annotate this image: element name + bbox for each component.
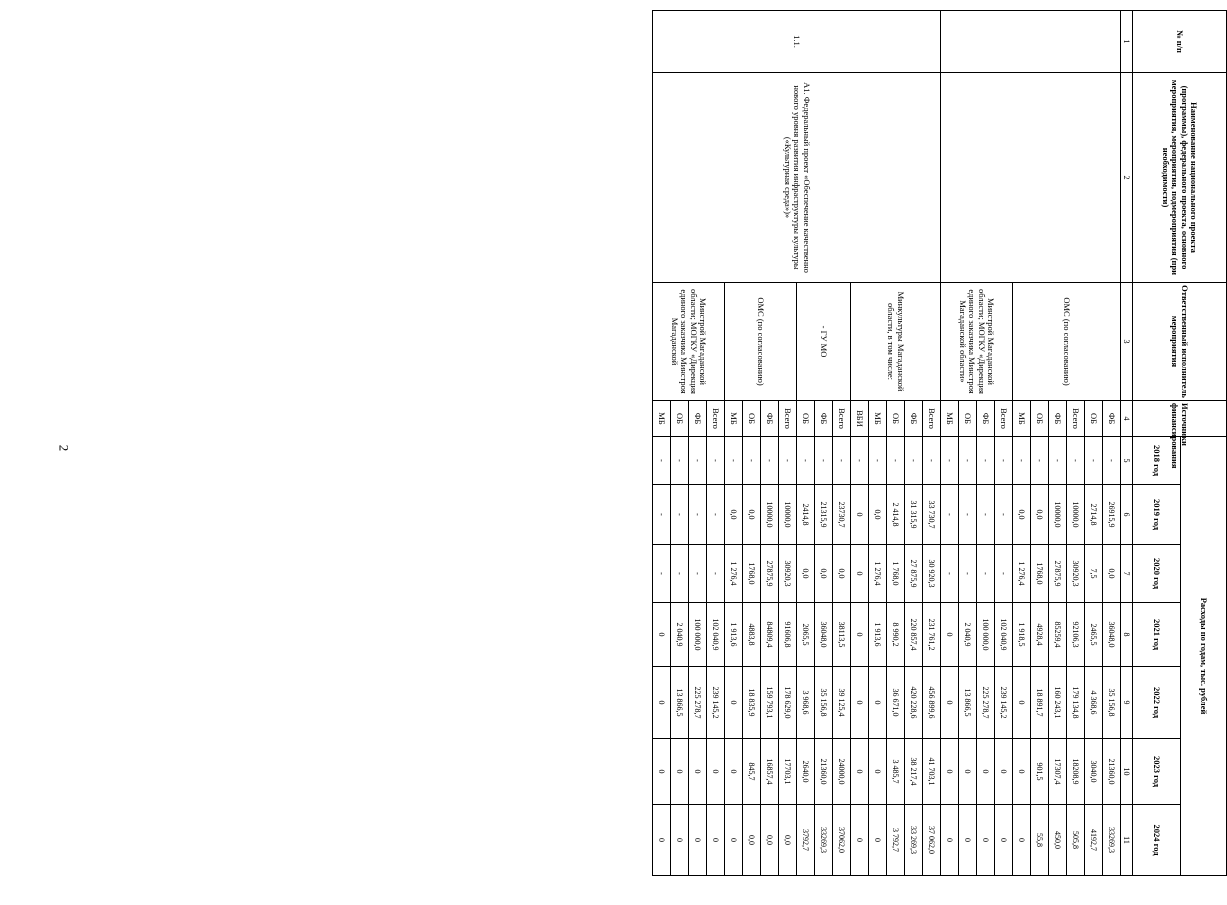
value-cell: 505,8 — [1067, 805, 1085, 876]
value-cell: - — [1013, 437, 1031, 485]
value-cell: - — [671, 485, 689, 545]
table-row — [923, 11, 941, 876]
value-cell: 100 000,0 — [689, 603, 707, 667]
value-cell: 18 891,7 — [1031, 667, 1049, 739]
value-cell: - — [725, 437, 743, 485]
value-cell: 13 866,5 — [959, 667, 977, 739]
source-cell: ОБ — [887, 401, 905, 437]
column-index-cell: 3 — [1121, 283, 1133, 401]
row-name — [941, 73, 1121, 283]
value-cell: 10000,0 — [761, 485, 779, 545]
source-cell: ОБ — [743, 401, 761, 437]
value-cell: 160 243,1 — [1049, 667, 1067, 739]
value-cell: 0,0 — [797, 545, 815, 603]
value-cell: 100 000,0 — [977, 603, 995, 667]
value-cell: 0 — [725, 805, 743, 876]
value-cell: 21360,0 — [1103, 739, 1121, 805]
column-index-cell: 10 — [1121, 739, 1133, 805]
value-cell: 2 040,9 — [959, 603, 977, 667]
value-cell: 30 920,3 — [923, 545, 941, 603]
value-cell: 18 835,9 — [743, 667, 761, 739]
source-cell: ФБ — [1103, 401, 1121, 437]
value-cell: 37062,0 — [833, 805, 851, 876]
value-cell: 38 217,4 — [905, 739, 923, 805]
value-cell: 0 — [725, 739, 743, 805]
value-cell: 23730,7 — [833, 485, 851, 545]
value-cell: 33269,3 — [1103, 805, 1121, 876]
value-cell: 0 — [653, 603, 671, 667]
value-cell: 33 730,7 — [923, 485, 941, 545]
value-cell: 0 — [671, 805, 689, 876]
value-cell: 178 629,0 — [779, 667, 797, 739]
value-cell: 4928,4 — [1031, 603, 1049, 667]
value-cell: 16857,4 — [761, 739, 779, 805]
value-cell: 92106,3 — [1067, 603, 1085, 667]
header-year: 2021 год — [1133, 603, 1181, 667]
value-cell: 0 — [851, 739, 869, 805]
column-index-cell: 1 — [1121, 11, 1133, 73]
value-cell: - — [689, 545, 707, 603]
value-cell: 30920,3 — [1067, 545, 1085, 603]
value-cell: 0 — [689, 805, 707, 876]
value-cell: 35 156,8 — [815, 667, 833, 739]
executor-cell: Минстрой Магаданской области; МОГКУ «Дирекция единого заказчика Минстроя Магаданской — [653, 283, 725, 401]
value-cell: 2414,8 — [797, 485, 815, 545]
value-cell: 239 145,2 — [995, 667, 1013, 739]
source-cell: МБ — [1013, 401, 1031, 437]
value-cell: 55,8 — [1031, 805, 1049, 876]
value-cell: - — [959, 437, 977, 485]
row-number — [941, 11, 1121, 73]
value-cell: 33 269,3 — [905, 805, 923, 876]
value-cell: 0 — [851, 545, 869, 603]
value-cell: 179 134,8 — [1067, 667, 1085, 739]
value-cell: - — [779, 437, 797, 485]
row-number: 1.1. — [653, 11, 941, 73]
value-cell: - — [653, 545, 671, 603]
source-cell: Всего — [833, 401, 851, 437]
value-cell: 10000,0 — [1049, 485, 1067, 545]
value-cell: 0 — [707, 805, 725, 876]
value-cell: 27875,9 — [761, 545, 779, 603]
value-cell: 2640,0 — [797, 739, 815, 805]
value-cell: 0 — [653, 805, 671, 876]
value-cell: - — [797, 437, 815, 485]
value-cell: 0 — [941, 603, 959, 667]
value-cell: 220 857,4 — [905, 603, 923, 667]
value-cell: 21315,9 — [815, 485, 833, 545]
value-cell: 0 — [959, 805, 977, 876]
value-cell: 31 315,9 — [905, 485, 923, 545]
value-cell: 0 — [941, 739, 959, 805]
value-cell: 1 276,4 — [1013, 545, 1031, 603]
value-cell: 8 990,2 — [887, 603, 905, 667]
value-cell: 3040,0 — [1085, 739, 1103, 805]
value-cell: - — [995, 485, 1013, 545]
value-cell: 0 — [869, 805, 887, 876]
value-cell: 0 — [977, 805, 995, 876]
value-cell: - — [707, 485, 725, 545]
budget-table — [652, 10, 1227, 876]
value-cell: - — [941, 437, 959, 485]
value-cell: 17307,4 — [1049, 739, 1067, 805]
value-cell: - — [707, 545, 725, 603]
value-cell: 0 — [941, 805, 959, 876]
value-cell: 3 968,6 — [797, 667, 815, 739]
header-year: 2022 год — [1133, 667, 1181, 739]
executor-cell: Минкультуры Магаданской области, в том числе: — [851, 283, 941, 401]
column-index-cell: 5 — [1121, 437, 1133, 485]
value-cell: 10000,0 — [1067, 485, 1085, 545]
value-cell: 0,0 — [761, 805, 779, 876]
source-cell: ФБ — [761, 401, 779, 437]
value-cell: - — [671, 545, 689, 603]
column-index-cell: 11 — [1121, 805, 1133, 876]
value-cell: 1 913,6 — [725, 603, 743, 667]
value-cell: 0,0 — [1013, 485, 1031, 545]
value-cell: 39 125,4 — [833, 667, 851, 739]
value-cell: 26915,9 — [1103, 485, 1121, 545]
column-index-cell: 6 — [1121, 485, 1133, 545]
value-cell: 13 866,5 — [671, 667, 689, 739]
value-cell: 901,5 — [1031, 739, 1049, 805]
value-cell: - — [653, 485, 671, 545]
value-cell: 33269,3 — [815, 805, 833, 876]
value-cell: 21360,0 — [815, 739, 833, 805]
value-cell: - — [977, 437, 995, 485]
value-cell: 0 — [1013, 667, 1031, 739]
source-cell: МБ — [869, 401, 887, 437]
value-cell: 2465,5 — [1085, 603, 1103, 667]
value-cell: 18208,9 — [1067, 739, 1085, 805]
value-cell: - — [671, 437, 689, 485]
value-cell: - — [941, 485, 959, 545]
value-cell: 91606,8 — [779, 603, 797, 667]
value-cell: 7,5 — [1085, 545, 1103, 603]
column-index-cell: 4 — [1121, 401, 1133, 437]
source-cell: Всего — [779, 401, 797, 437]
value-cell: 0,0 — [743, 805, 761, 876]
value-cell: - — [923, 437, 941, 485]
value-cell: 1768,0 — [1031, 545, 1049, 603]
value-cell: 845,7 — [743, 739, 761, 805]
value-cell: 24000,0 — [833, 739, 851, 805]
value-cell: - — [707, 437, 725, 485]
value-cell: 0 — [977, 739, 995, 805]
value-cell: 0,0 — [833, 545, 851, 603]
value-cell: - — [959, 485, 977, 545]
column-index-cell: 7 — [1121, 545, 1133, 603]
value-cell: 450,0 — [1049, 805, 1067, 876]
value-cell: 27875,9 — [1049, 545, 1067, 603]
header-year: 2023 год — [1133, 739, 1181, 805]
value-cell: 36 671,0 — [887, 667, 905, 739]
value-cell: - — [959, 545, 977, 603]
value-cell: 0 — [1013, 739, 1031, 805]
value-cell: 0,0 — [779, 805, 797, 876]
value-cell: - — [1031, 437, 1049, 485]
source-cell: Всего — [707, 401, 725, 437]
column-index-cell: 9 — [1121, 667, 1133, 739]
value-cell: 1 768,0 — [887, 545, 905, 603]
value-cell: 36048,0 — [1103, 603, 1121, 667]
header-source: Источники финансирования — [1133, 401, 1227, 437]
source-cell: ФБ — [1049, 401, 1067, 437]
column-index-row — [1121, 11, 1133, 876]
value-cell: 231 761,2 — [923, 603, 941, 667]
executor-cell: Минстрой Магаданской области; МОГКУ «Дирекция единого заказчика Минстроя Магаданской области» — [941, 283, 1013, 401]
page-number: 2 — [56, 444, 72, 452]
source-cell: Всего — [923, 401, 941, 437]
value-cell: 225 278,7 — [689, 667, 707, 739]
value-cell: 4 368,6 — [1085, 667, 1103, 739]
header-year: 2018 год — [1133, 437, 1181, 485]
value-cell: 4192,7 — [1085, 805, 1103, 876]
value-cell: - — [977, 485, 995, 545]
header-year: 2020 год — [1133, 545, 1181, 603]
source-cell: МБ — [725, 401, 743, 437]
value-cell: 0,0 — [1031, 485, 1049, 545]
source-cell: Всего — [995, 401, 1013, 437]
value-cell: - — [851, 437, 869, 485]
executor-cell: ОМС (по согласованию) — [725, 283, 797, 401]
value-cell: 27 875,9 — [905, 545, 923, 603]
source-cell: ОБ — [959, 401, 977, 437]
executor-cell: ОМС (по согласованию) — [1013, 283, 1121, 401]
value-cell: - — [833, 437, 851, 485]
value-cell: 0,0 — [1103, 545, 1121, 603]
value-cell: - — [1049, 437, 1067, 485]
value-cell: - — [941, 545, 959, 603]
value-cell: 0 — [995, 739, 1013, 805]
value-cell: 0,0 — [869, 485, 887, 545]
row-name: А1. Федеральный проект «Обеспечение качественно нового уровня развития инфраструктуры культуры («Культурная среда»)» — [653, 73, 941, 283]
value-cell: 41 703,1 — [923, 739, 941, 805]
value-cell: 3 485,7 — [887, 739, 905, 805]
executor-cell: - ГУ МО — [797, 283, 851, 401]
value-cell: - — [869, 437, 887, 485]
value-cell: 0 — [671, 739, 689, 805]
column-index-cell: 2 — [1121, 73, 1133, 283]
value-cell: 0 — [995, 805, 1013, 876]
value-cell: 0 — [851, 667, 869, 739]
source-cell: ОБ — [671, 401, 689, 437]
value-cell: 0 — [869, 739, 887, 805]
column-index-cell: 8 — [1121, 603, 1133, 667]
value-cell: 17703,1 — [779, 739, 797, 805]
value-cell: - — [995, 437, 1013, 485]
value-cell: - — [977, 545, 995, 603]
value-cell: - — [689, 485, 707, 545]
source-cell: ФБ — [815, 401, 833, 437]
value-cell: 420 228,6 — [905, 667, 923, 739]
value-cell: 225 278,7 — [977, 667, 995, 739]
value-cell: 0 — [689, 739, 707, 805]
value-cell: 10000,0 — [779, 485, 797, 545]
source-cell: Всего — [1067, 401, 1085, 437]
value-cell: - — [1103, 437, 1121, 485]
value-cell: 84809,4 — [761, 603, 779, 667]
value-cell: 4883,8 — [743, 603, 761, 667]
value-cell: 102 040,9 — [995, 603, 1013, 667]
value-cell: 2065,5 — [797, 603, 815, 667]
value-cell: 36048,0 — [815, 603, 833, 667]
header-name: Наименование национального проекта (программы), федерального проекта, основного мероприятия, мероприятия, подмероприятия (при необходимости) — [1133, 73, 1227, 283]
value-cell: 2 040,9 — [671, 603, 689, 667]
header-expenses: Расходы по годам, тыс. рублей — [1181, 437, 1227, 876]
value-cell: 0 — [851, 485, 869, 545]
value-cell: - — [653, 437, 671, 485]
value-cell: 456 899,6 — [923, 667, 941, 739]
value-cell: 0 — [653, 667, 671, 739]
value-cell: 1 276,4 — [869, 545, 887, 603]
source-cell: ФБ — [977, 401, 995, 437]
source-cell: ОБ — [797, 401, 815, 437]
value-cell: 0,0 — [815, 545, 833, 603]
value-cell: 3 792,7 — [887, 805, 905, 876]
value-cell: 2714,8 — [1085, 485, 1103, 545]
value-cell: 0 — [707, 739, 725, 805]
value-cell: - — [1067, 437, 1085, 485]
value-cell: - — [995, 545, 1013, 603]
source-cell: ФБ — [905, 401, 923, 437]
value-cell: 3792,7 — [797, 805, 815, 876]
value-cell: 0 — [851, 603, 869, 667]
value-cell: 159 793,1 — [761, 667, 779, 739]
value-cell: - — [887, 437, 905, 485]
value-cell: - — [743, 437, 761, 485]
source-cell: ВБИ — [851, 401, 869, 437]
value-cell: 0 — [941, 667, 959, 739]
header-year: 2019 год — [1133, 485, 1181, 545]
value-cell: 0 — [959, 739, 977, 805]
source-cell: ОБ — [1085, 401, 1103, 437]
value-cell: - — [815, 437, 833, 485]
value-cell: 2 414,8 — [887, 485, 905, 545]
value-cell: 38113,5 — [833, 603, 851, 667]
value-cell: 239 145,2 — [707, 667, 725, 739]
value-cell: - — [905, 437, 923, 485]
value-cell: 0,0 — [743, 485, 761, 545]
header-num: № п/п — [1133, 11, 1227, 73]
value-cell: 85259,4 — [1049, 603, 1067, 667]
value-cell: - — [761, 437, 779, 485]
value-cell: 102 040,9 — [707, 603, 725, 667]
value-cell: 0 — [851, 805, 869, 876]
value-cell: 0 — [869, 667, 887, 739]
value-cell: 1 918,5 — [1013, 603, 1031, 667]
value-cell: 0 — [725, 667, 743, 739]
value-cell: 30920,3 — [779, 545, 797, 603]
value-cell: 35 156,8 — [1103, 667, 1121, 739]
table-row — [1103, 11, 1121, 876]
rotated-page — [362, 10, 1227, 856]
value-cell: 0,0 — [725, 485, 743, 545]
header-executor: Ответственный исполнитель мероприятия — [1133, 283, 1227, 401]
value-cell: 0 — [1013, 805, 1031, 876]
value-cell: 1768,0 — [743, 545, 761, 603]
value-cell: - — [689, 437, 707, 485]
value-cell: - — [1085, 437, 1103, 485]
value-cell: 1 276,4 — [725, 545, 743, 603]
value-cell: 37 062,0 — [923, 805, 941, 876]
source-cell: МБ — [941, 401, 959, 437]
source-cell: ФБ — [689, 401, 707, 437]
header-year: 2024 год — [1133, 805, 1181, 876]
value-cell: 0 — [653, 739, 671, 805]
source-cell: ОБ — [1031, 401, 1049, 437]
source-cell: МБ — [653, 401, 671, 437]
value-cell: 1 913,6 — [869, 603, 887, 667]
